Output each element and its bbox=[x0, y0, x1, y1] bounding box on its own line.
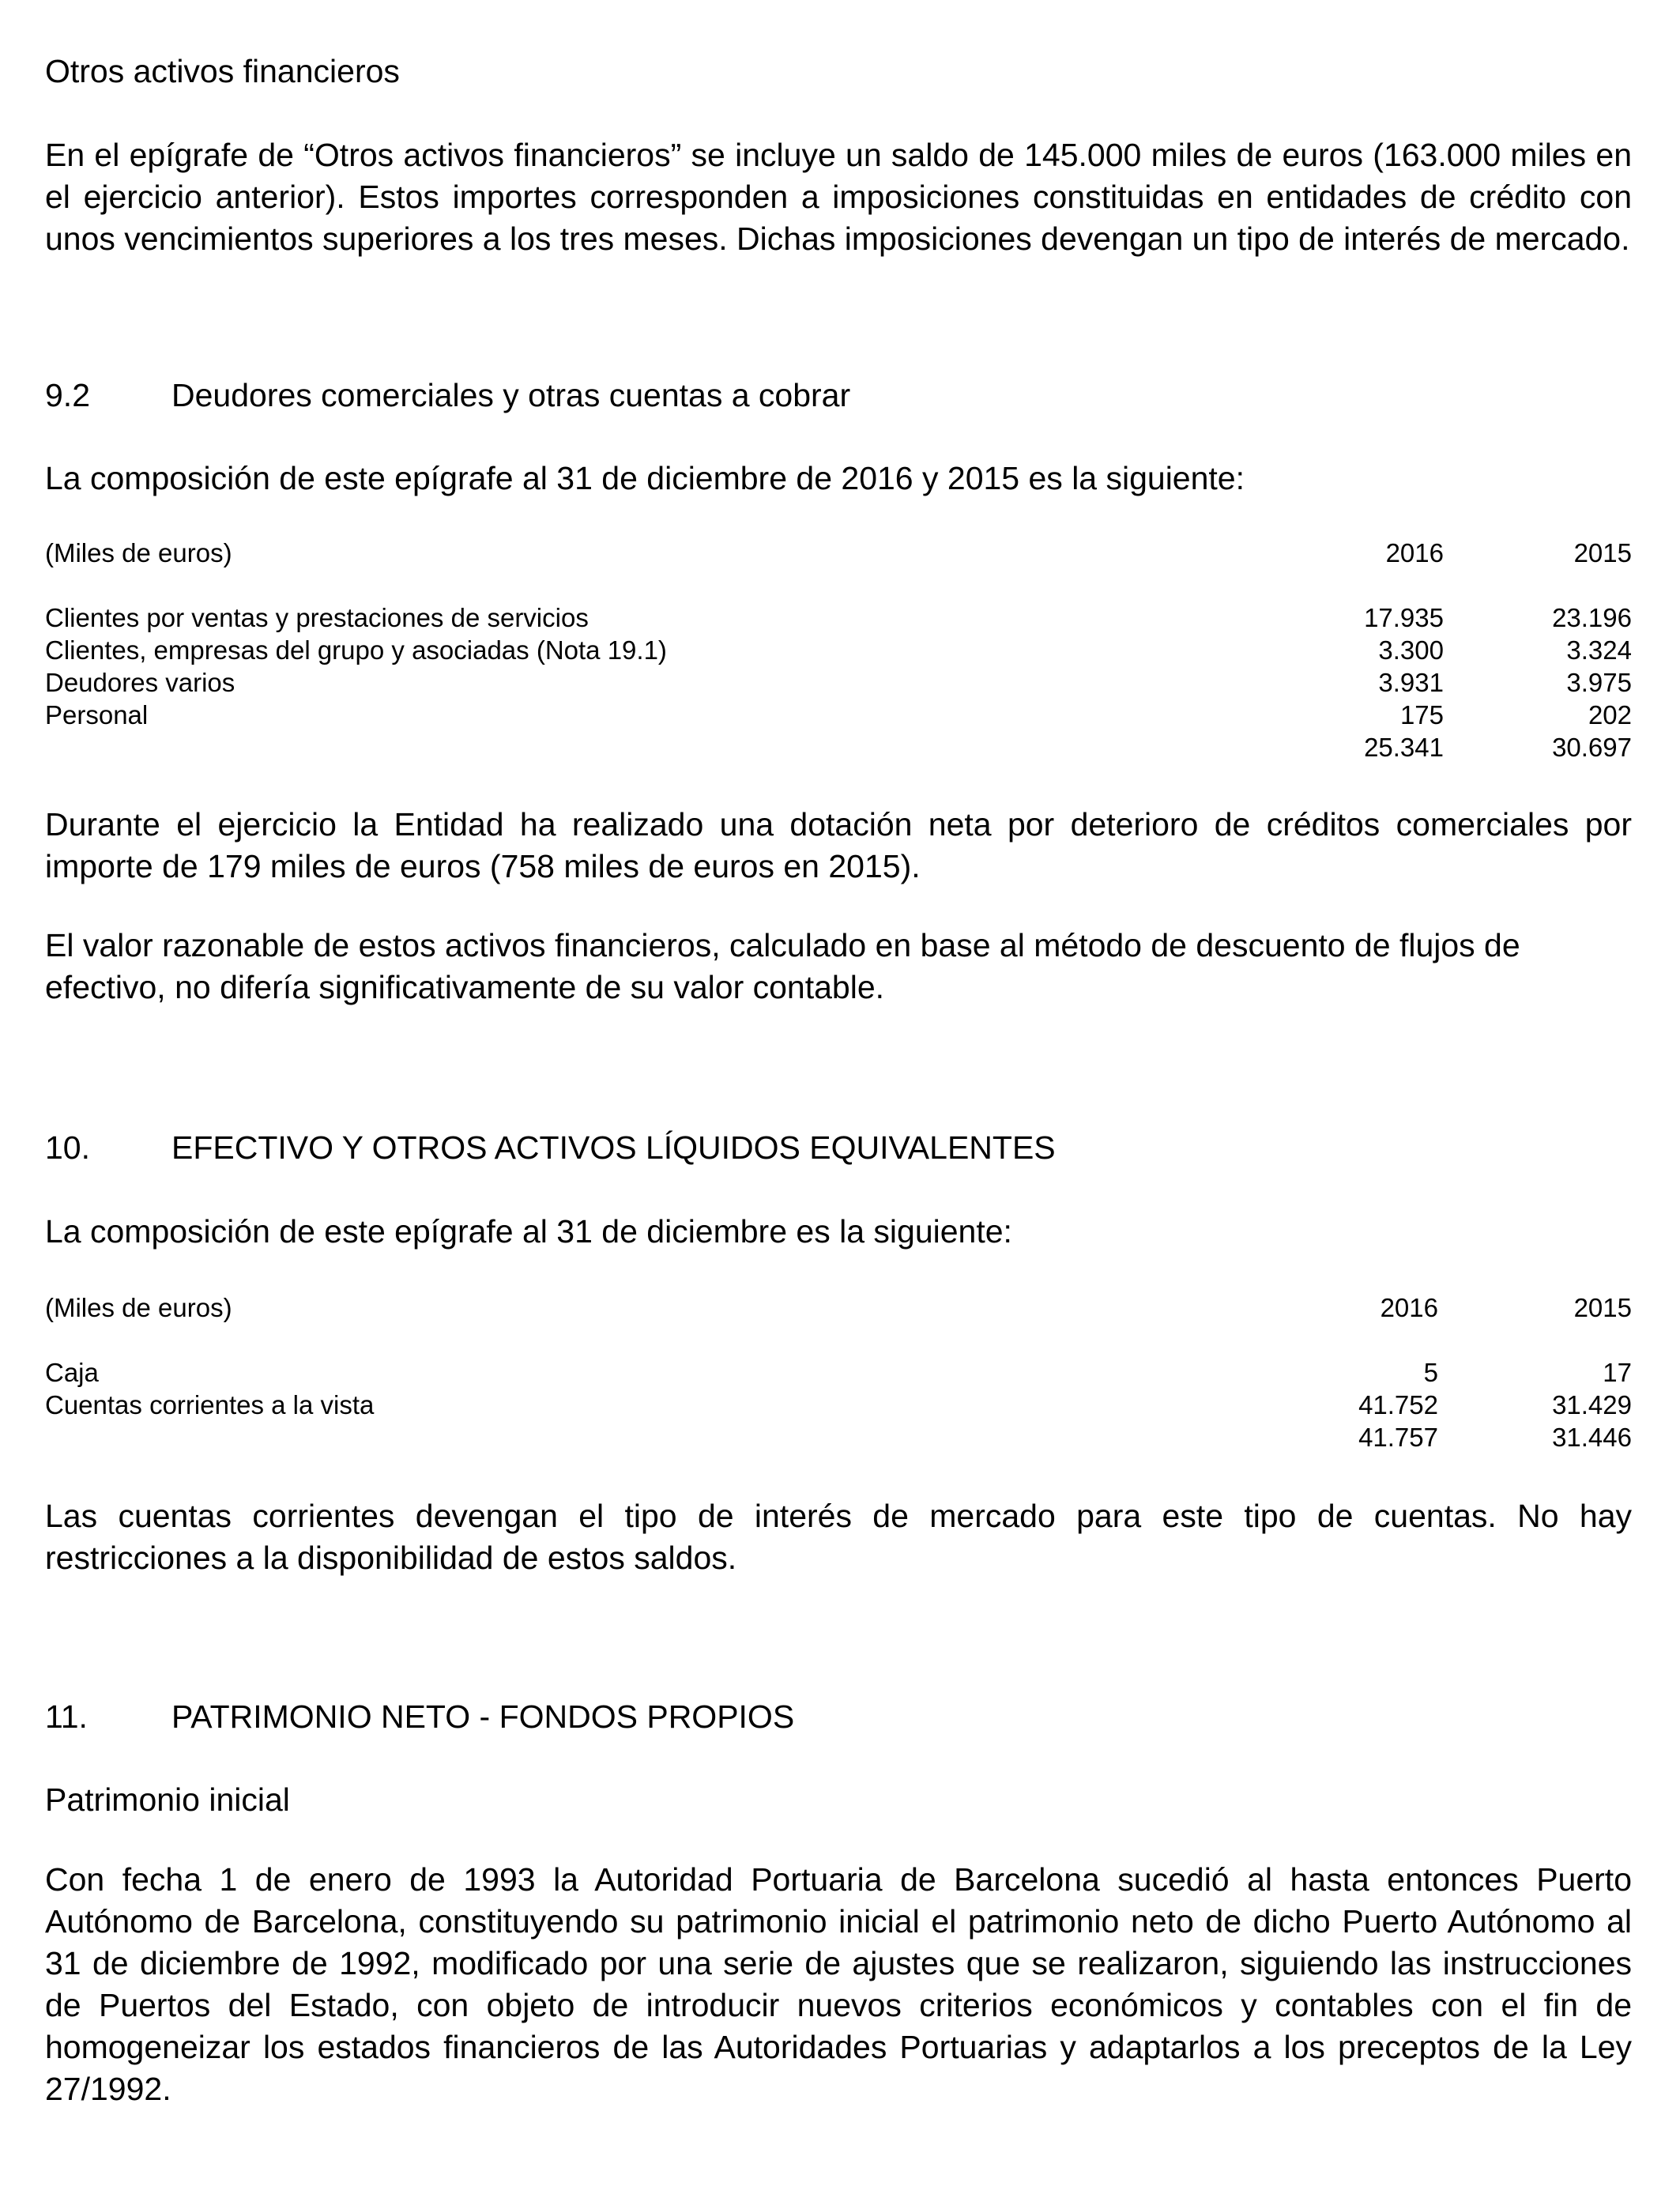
section-number: 9.2 bbox=[45, 377, 90, 413]
value-2015: 3.324 bbox=[1566, 635, 1632, 665]
section-heading-11 bbox=[45, 1696, 1632, 1738]
table-header-row bbox=[45, 537, 1632, 569]
unit-label: (Miles de euros) bbox=[45, 1293, 232, 1322]
value-2016: 41.752 bbox=[1358, 1390, 1438, 1419]
value-2015: 23.196 bbox=[1552, 603, 1632, 632]
table-total-row bbox=[45, 731, 1632, 763]
section-title: PATRIMONIO NETO - FONDOS PROPIOS bbox=[171, 1698, 795, 1735]
section-number: 10. bbox=[45, 1129, 90, 1166]
row-label: Personal bbox=[45, 700, 149, 729]
paragraph-initial-equity: Con fecha 1 de enero de 1993 la Autoridad Portuaria de Barcelona sucedió al hasta entonces Puerto Autónomo de Barcelona, constituyendo su patrimonio inicial el patrimonio neto de dicho Puerto Autónomo al 31 de diciembre de 1992, modificado por una serie de ajustes que se realizaron, siguiendo las instrucciones de Puertos del Estado, con objeto de introducir nuevos criterios económicos y contables con el fin de homogeneizar los estados financieros de las Autoridades Portuarias y adaptarlos a los preceptos de la Ley 27/1992. bbox=[45, 1861, 1632, 2107]
table-total-row bbox=[45, 1421, 1632, 1453]
cash-table bbox=[45, 1291, 1632, 1453]
paragraph-impairment: Durante el ejercicio la Entidad ha realizado una dotación neta por deterioro de créditos comerciales por importe de 179 miles de euros (758 miles de euros en 2015). bbox=[45, 806, 1632, 884]
value-2015: 31.429 bbox=[1552, 1390, 1632, 1419]
section-number: 11. bbox=[45, 1698, 88, 1735]
value-2015: 3.975 bbox=[1566, 668, 1632, 697]
value-2016: 5 bbox=[1423, 1358, 1438, 1387]
table-row bbox=[45, 666, 1632, 699]
row-label: Cuentas corrientes a la vista bbox=[45, 1390, 375, 1419]
section-title: Deudores comerciales y otras cuentas a cobrar bbox=[171, 377, 851, 413]
column-header-2015: 2015 bbox=[1573, 1293, 1632, 1322]
table-row bbox=[45, 1389, 1632, 1421]
subsection-title-initial-equity: Patrimonio inicial bbox=[45, 1781, 290, 1818]
column-header-2015: 2015 bbox=[1573, 538, 1632, 567]
column-header-2016: 2016 bbox=[1385, 538, 1444, 567]
table-row bbox=[45, 1356, 1632, 1389]
paragraph-current-accounts: Las cuentas corrientes devengan el tipo de interés de mercado para este tipo de cuentas. No hay restricciones a la disponibilidad de estos saldos. bbox=[45, 1498, 1632, 1576]
value-2016: 3.300 bbox=[1378, 635, 1444, 665]
unit-label: (Miles de euros) bbox=[45, 538, 232, 567]
section-heading-10 bbox=[45, 1127, 1632, 1169]
section-title: EFECTIVO Y OTROS ACTIVOS LÍQUIDOS EQUIVALENTES bbox=[171, 1129, 1056, 1166]
row-label: Deudores varios bbox=[45, 668, 235, 697]
row-label: Clientes, empresas del grupo y asociadas (Nota 19.1) bbox=[45, 635, 667, 665]
value-2015: 17 bbox=[1603, 1358, 1632, 1387]
value-2015: 202 bbox=[1588, 700, 1632, 729]
table-header-row bbox=[45, 1291, 1632, 1324]
total-2016: 41.757 bbox=[1358, 1423, 1438, 1452]
column-header-2016: 2016 bbox=[1380, 1293, 1438, 1322]
total-2016: 25.341 bbox=[1364, 733, 1444, 762]
value-2016: 175 bbox=[1399, 700, 1444, 729]
row-label: Caja bbox=[45, 1358, 99, 1387]
total-2015: 31.446 bbox=[1552, 1423, 1632, 1452]
value-2016: 17.935 bbox=[1364, 603, 1444, 632]
section-heading-9-2 bbox=[45, 375, 1632, 417]
intro-9-2: La composición de este epígrafe al 31 de diciembre de 2016 y 2015 es la siguiente: bbox=[45, 460, 1245, 496]
table-row bbox=[45, 601, 1632, 634]
intro-10: La composición de este epígrafe al 31 de diciembre es la siguiente: bbox=[45, 1213, 1012, 1250]
paragraph-fair-value: El valor razonable de estos activos financieros, calculado en base al método de descuento de flujos de efectivo, no difería significativamente de su valor contable. bbox=[45, 927, 1520, 1005]
row-label: Clientes por ventas y prestaciones de servicios bbox=[45, 603, 589, 632]
table-row bbox=[45, 634, 1632, 666]
total-2015: 30.697 bbox=[1552, 733, 1632, 762]
subsection-title-other-financial-assets: Otros activos financieros bbox=[45, 53, 400, 89]
paragraph-other-financial-assets: En el epígrafe de “Otros activos financieros” se incluye un saldo de 145.000 miles de euros (163.000 miles en el ejercicio anterior). Estos importes corresponden a imposiciones constituidas en entidades de crédito con unos vencimientos superiores a los tres meses. Dichas imposiciones devengan un tipo de interés de mercado. bbox=[45, 137, 1632, 257]
table-row bbox=[45, 699, 1632, 731]
value-2016: 3.931 bbox=[1378, 668, 1444, 697]
receivables-table bbox=[45, 537, 1632, 763]
